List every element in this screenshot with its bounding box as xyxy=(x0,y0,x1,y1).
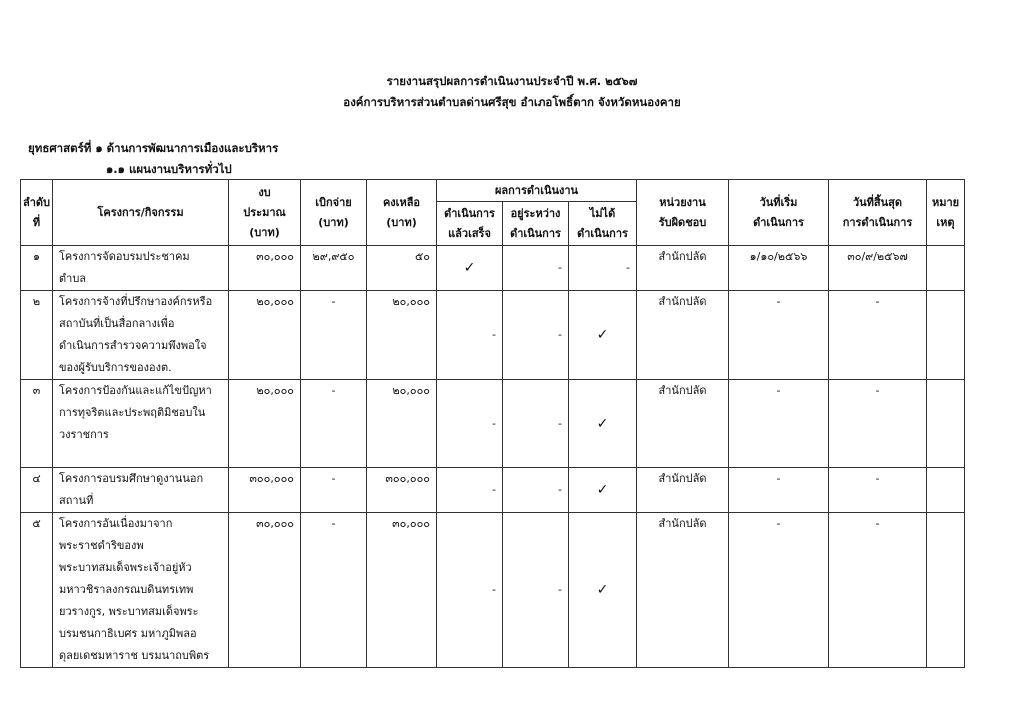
report-title: รายงานสรุปผลการดำเนินงานประจำปี พ.ศ. ๒๕๖๗ xyxy=(386,74,638,88)
col-notdone-header: ไม่ได้ ดำเนินการ xyxy=(569,202,637,246)
project-name-line: วงราชการ xyxy=(59,428,109,441)
status-not-done: ✓ xyxy=(569,291,637,380)
col-remain-header: คงเหลือ (บาท) xyxy=(367,180,437,246)
strategy-heading: ยุทธศาสตร์ที่ ๑ ด้านการพัฒนาการเมืองและบริหาร xyxy=(28,141,279,155)
row-number: ๕ xyxy=(21,513,53,668)
table-row xyxy=(21,291,965,380)
status-in-progress: - xyxy=(503,380,569,468)
responsible-unit: สำนักปลัด xyxy=(637,291,729,380)
note xyxy=(927,380,965,468)
note xyxy=(927,291,965,380)
start-date: - xyxy=(729,513,829,668)
col-note-header: หมาย เหตุ xyxy=(927,180,965,246)
budget-value: ๓๐,๐๐๐ xyxy=(229,246,301,291)
status-not-done: ✓ xyxy=(569,380,637,468)
col-unit-header: หน่วยงาน รับผิดชอบ xyxy=(637,180,729,246)
project-name-line: ยวรางกูร, พระบาทสมเด็จพระ xyxy=(59,605,199,618)
col-project-header: โครงการ/กิจกรรม xyxy=(53,180,229,246)
spent-value: - xyxy=(301,513,367,668)
results-table xyxy=(20,179,965,668)
spent-value: ๒๙,๙๕๐ xyxy=(301,246,367,291)
note xyxy=(927,513,965,668)
col-spent-header: เบิกจ่าย (บาท) xyxy=(301,180,367,246)
project-name xyxy=(53,246,229,291)
project-name-line: ดำเนินการสำรวจความพึงพอใจ xyxy=(59,339,207,352)
project-name xyxy=(53,468,229,513)
start-date: - xyxy=(729,380,829,468)
budget-value: ๒๐,๐๐๐ xyxy=(229,380,301,468)
project-name-line: โครงการอบรมศึกษาดูงานนอก xyxy=(59,472,204,485)
col-done-header: ดำเนินการ แล้วเสร็จ xyxy=(437,202,503,246)
row-number: ๒ xyxy=(21,291,53,380)
status-in-progress: - xyxy=(503,468,569,513)
status-in-progress: - xyxy=(503,291,569,380)
project-name-line: พระบาทสมเด็จพระเจ้าอยู่หัว xyxy=(59,561,192,574)
project-name xyxy=(53,380,229,468)
project-name-line: บรมชนกาธิเบศร มหาภูมิพลอ xyxy=(59,627,197,640)
status-done: - xyxy=(437,291,503,380)
responsible-unit: สำนักปลัด xyxy=(637,468,729,513)
col-budget-header: งบ ประมาณ (บาท) xyxy=(229,180,301,246)
start-date: ๑/๑๐/๒๕๖๖ xyxy=(729,246,829,291)
responsible-unit: สำนักปลัด xyxy=(637,380,729,468)
row-number: ๔ xyxy=(21,468,53,513)
row-number: ๓ xyxy=(21,380,53,468)
status-in-progress: - xyxy=(503,513,569,668)
remain-value: ๓๐,๐๐๐ xyxy=(367,513,437,668)
project-name-line: สถาบันที่เป็นสื่อกลางเพื่อ xyxy=(59,317,175,330)
budget-value: ๓๐,๐๐๐ xyxy=(229,513,301,668)
responsible-unit: สำนักปลัด xyxy=(637,513,729,668)
spent-value: - xyxy=(301,291,367,380)
col-start-header: วันที่เริ่ม ดำเนินการ xyxy=(729,180,829,246)
status-not-done: - xyxy=(569,246,637,291)
spent-value: - xyxy=(301,468,367,513)
end-date: ๓๐/๙/๒๕๖๗ xyxy=(829,246,927,291)
remain-value: ๒๐,๐๐๐ xyxy=(367,291,437,380)
plan-heading: ๑.๑ แผนงานบริหารทั่วไป xyxy=(106,162,232,176)
status-done: - xyxy=(437,513,503,668)
responsible-unit: สำนักปลัด xyxy=(637,246,729,291)
start-date: - xyxy=(729,291,829,380)
note xyxy=(927,246,965,291)
remain-value: ๕๐ xyxy=(367,246,437,291)
project-name-line: โครงการอันเนื่องมาจาก xyxy=(59,517,173,530)
table-row xyxy=(21,380,965,468)
status-not-done: ✓ xyxy=(569,468,637,513)
end-date: - xyxy=(829,291,927,380)
table-row xyxy=(21,468,965,513)
end-date: - xyxy=(829,513,927,668)
project-name-line: โครงการจ้างที่ปรึกษาองค์กรหรือ xyxy=(59,295,213,308)
status-not-done: ✓ xyxy=(569,513,637,668)
status-in-progress: - xyxy=(503,246,569,291)
col-end-header: วันที่สิ้นสุด การดำเนินการ xyxy=(829,180,927,246)
status-done: ✓ xyxy=(437,246,503,291)
project-name xyxy=(53,513,229,668)
organization-title: องค์การบริหารส่วนตำบลด่านศรีสุข อำเภอโพธิ์ตาก จังหวัดหนองคาย xyxy=(343,95,681,109)
remain-value: ๓๐๐,๐๐๐ xyxy=(367,468,437,513)
status-done: - xyxy=(437,468,503,513)
spent-value: - xyxy=(301,380,367,468)
project-name-line: โครงการจัดอบรมประชาคม xyxy=(59,250,190,263)
end-date: - xyxy=(829,380,927,468)
project-name-line: ของผู้รับบริการขององต. xyxy=(59,361,172,374)
table-row xyxy=(21,513,965,668)
end-date: - xyxy=(829,468,927,513)
project-name xyxy=(53,291,229,380)
row-number: ๑ xyxy=(21,246,53,291)
project-name-line: มหาวชิราลงกรณบดินทรเทพ xyxy=(59,583,194,596)
col-inprog-header: อยู่ระหว่าง ดำเนินการ xyxy=(503,202,569,246)
remain-value: ๒๐,๐๐๐ xyxy=(367,380,437,468)
project-name-line: ตำบล xyxy=(59,272,87,285)
budget-value: ๒๐,๐๐๐ xyxy=(229,291,301,380)
note xyxy=(927,468,965,513)
start-date: - xyxy=(729,468,829,513)
col-result-header: ผลการดำเนินงาน xyxy=(437,180,637,202)
col-no-header: ลำดับ ที่ xyxy=(21,180,53,246)
project-name-line: การทุจริตและประพฤติมิชอบใน xyxy=(59,406,206,419)
status-done: - xyxy=(437,380,503,468)
table-row xyxy=(21,246,965,291)
budget-value: ๓๐๐,๐๐๐ xyxy=(229,468,301,513)
project-name-line: สถานที่ xyxy=(59,494,94,507)
project-name-line: พระราชดำริของพ xyxy=(59,539,144,552)
project-name-line: โครงการป้องกันและแก้ไขปัญหา xyxy=(59,384,212,397)
project-name-line: ดุลยเดชมหาราช บรมนาถบพิตร xyxy=(59,649,210,662)
